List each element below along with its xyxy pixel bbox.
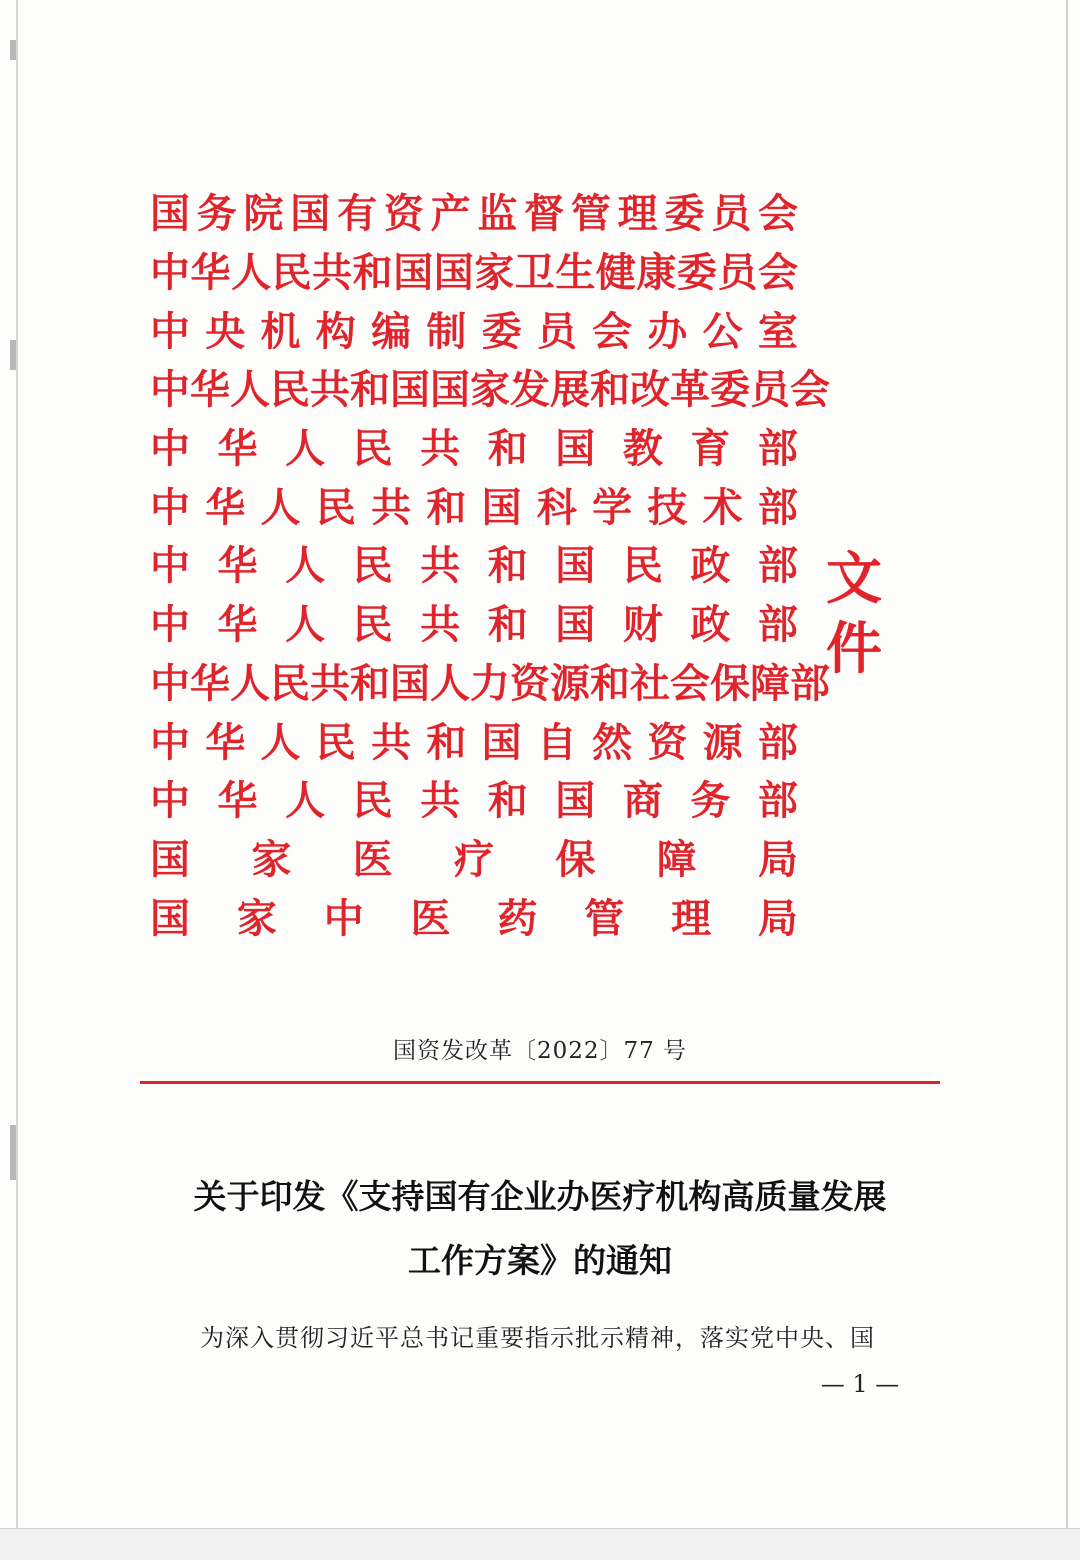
issuer-line xyxy=(150,361,830,420)
issuer-char: 和 xyxy=(350,366,390,414)
issuer-char: 产 xyxy=(430,190,471,238)
issuer-char: 人 xyxy=(260,718,301,766)
scan-mark xyxy=(10,1125,16,1180)
document-label: 文件 xyxy=(826,547,884,682)
issuer-char: 国 xyxy=(150,835,190,883)
issuer-char: 华 xyxy=(205,483,246,531)
issuer-char: 委 xyxy=(481,307,522,355)
issuer-char: 家 xyxy=(474,249,515,297)
issuer-char: 人 xyxy=(230,366,270,414)
issuer-char: 和 xyxy=(487,601,528,649)
issuer-char: 中 xyxy=(150,366,190,414)
issuer-char: 和 xyxy=(426,483,467,531)
issuer-char: 民 xyxy=(315,483,356,531)
issuer-char: 员 xyxy=(536,307,577,355)
issuer-char: 疗 xyxy=(453,835,494,883)
title-line-2: 工作方案》的通知 xyxy=(408,1241,672,1280)
scan-left-edge xyxy=(16,0,18,1530)
issuer-char: 国 xyxy=(555,777,596,825)
issuer-char: 中 xyxy=(150,718,190,766)
issuer-char: 中 xyxy=(150,307,190,355)
issuer-char: 然 xyxy=(592,718,633,766)
issuer-line xyxy=(150,420,798,479)
issuer-char: 局 xyxy=(757,835,798,883)
issuer-char: 障 xyxy=(656,835,697,883)
issuer-char: 务 xyxy=(196,190,237,238)
issuer-char: 和 xyxy=(487,777,528,825)
issuer-char: 生 xyxy=(555,249,596,297)
issuer-char: 院 xyxy=(243,190,284,238)
issuer-char: 会 xyxy=(757,190,798,238)
issuer-char: 健 xyxy=(595,249,636,297)
issuer-char: 政 xyxy=(690,542,731,590)
issuer-char: 华 xyxy=(190,249,231,297)
issuer-char: 局 xyxy=(757,894,798,942)
issuer-line xyxy=(150,889,798,948)
issuer-char: 人 xyxy=(285,542,326,590)
issuer-char: 药 xyxy=(497,894,538,942)
issuer-char: 学 xyxy=(592,483,633,531)
issuer-char: 国 xyxy=(150,894,190,942)
issuer-char: 共 xyxy=(312,249,353,297)
issuer-char: 保 xyxy=(710,659,750,707)
issuer-char: 力 xyxy=(470,659,510,707)
issuer-char: 民 xyxy=(352,777,393,825)
issuer-char: 资 xyxy=(510,659,550,707)
issuer-char: 医 xyxy=(352,835,393,883)
issuer-char: 员 xyxy=(717,249,758,297)
scan-right-edge xyxy=(1066,0,1068,1530)
issuer-char: 国 xyxy=(150,190,190,238)
issuer-char: 华 xyxy=(217,777,258,825)
issuer-char: 央 xyxy=(205,307,246,355)
issuer-char: 中 xyxy=(150,542,190,590)
issuer-char: 共 xyxy=(371,483,412,531)
issuer-char: 部 xyxy=(790,659,830,707)
issuer-char: 共 xyxy=(420,542,461,590)
issuer-char: 部 xyxy=(757,542,798,590)
issuer-char: 室 xyxy=(757,307,798,355)
issuer-char: 国 xyxy=(555,425,596,473)
issuer-char: 康 xyxy=(636,249,677,297)
issuer-char: 中 xyxy=(150,425,190,473)
issuer-char: 共 xyxy=(420,777,461,825)
scan-bottom-edge xyxy=(0,1528,1080,1560)
issuer-char: 政 xyxy=(690,601,731,649)
issuer-char: 民 xyxy=(271,249,312,297)
issuer-char: 共 xyxy=(310,366,350,414)
issuer-char: 中 xyxy=(323,894,364,942)
document-number: 国资发改革〔2022〕77 号 xyxy=(392,1038,688,1064)
issuer-char: 部 xyxy=(757,718,798,766)
issuer-char: 中 xyxy=(150,249,190,297)
issuer-char: 制 xyxy=(426,307,467,355)
issuer-char: 人 xyxy=(260,483,301,531)
issuer-list xyxy=(150,185,830,948)
issuer-char: 障 xyxy=(750,659,790,707)
issuer-char: 国 xyxy=(481,483,522,531)
issuer-char: 财 xyxy=(622,601,663,649)
issuer-char: 中 xyxy=(150,777,190,825)
issuer-char: 育 xyxy=(690,425,731,473)
issuer-char: 源 xyxy=(702,718,743,766)
issuer-char: 督 xyxy=(524,190,565,238)
scan-mark xyxy=(10,40,16,60)
body-text: 为深入贯彻习近平总书记重要指示批示精神，落实党中央、国 xyxy=(200,1324,875,1352)
issuer-char: 和 xyxy=(426,718,467,766)
issuer-char: 医 xyxy=(410,894,451,942)
issuer-char: 资 xyxy=(383,190,424,238)
issuer-line xyxy=(150,655,830,714)
issuer-line xyxy=(150,302,798,361)
issuer-char: 发 xyxy=(510,366,550,414)
issuer-char: 国 xyxy=(555,601,596,649)
title-line-1: 关于印发《支持国有企业办医疗机构高质量发展 xyxy=(193,1177,887,1216)
issuer-char: 民 xyxy=(270,659,310,707)
issuer-char: 共 xyxy=(420,425,461,473)
issuer-char: 自 xyxy=(536,718,577,766)
issuer-line xyxy=(150,185,798,244)
issuer-line xyxy=(150,244,798,303)
issuer-char: 国 xyxy=(481,718,522,766)
issuer-char: 和 xyxy=(590,659,630,707)
issuer-char: 会 xyxy=(790,366,830,414)
issuer-char: 革 xyxy=(670,366,710,414)
issuer-char: 人 xyxy=(231,249,272,297)
issuer-char: 科 xyxy=(536,483,577,531)
issuer-char: 中 xyxy=(150,659,190,707)
issuer-char: 和 xyxy=(352,249,393,297)
issuer-char: 华 xyxy=(217,542,258,590)
issuer-char: 国 xyxy=(290,190,331,238)
issuer-char: 国 xyxy=(433,249,474,297)
issuer-char: 机 xyxy=(260,307,301,355)
issuer-char: 管 xyxy=(570,190,611,238)
issuer-char: 资 xyxy=(647,718,688,766)
issuer-char: 办 xyxy=(647,307,688,355)
issuer-char: 国 xyxy=(390,659,430,707)
issuer-line xyxy=(150,713,798,772)
page-number: — 1 — xyxy=(820,1370,900,1398)
issuer-char: 民 xyxy=(270,366,310,414)
issuer-char: 和 xyxy=(590,366,630,414)
issuer-char: 委 xyxy=(664,190,705,238)
issuer-char: 和 xyxy=(487,542,528,590)
issuer-char: 会 xyxy=(670,659,710,707)
issuer-char: 共 xyxy=(310,659,350,707)
issuer-char: 社 xyxy=(630,659,670,707)
issuer-char: 中 xyxy=(150,601,190,649)
issuer-char: 民 xyxy=(622,542,663,590)
issuer-char: 家 xyxy=(251,835,292,883)
issuer-char: 编 xyxy=(371,307,412,355)
red-divider xyxy=(140,1081,940,1084)
issuer-char: 华 xyxy=(190,659,230,707)
issuer-char: 家 xyxy=(236,894,277,942)
issuer-char: 人 xyxy=(430,659,470,707)
issuer-char: 部 xyxy=(757,777,798,825)
issuer-char: 会 xyxy=(757,249,798,297)
issuer-char: 和 xyxy=(350,659,390,707)
issuer-char: 技 xyxy=(647,483,688,531)
issuer-char: 理 xyxy=(617,190,658,238)
issuer-char: 家 xyxy=(470,366,510,414)
issuer-char: 人 xyxy=(285,425,326,473)
issuer-char: 商 xyxy=(622,777,663,825)
issuer-char: 和 xyxy=(487,425,528,473)
issuer-char: 中 xyxy=(150,483,190,531)
issuer-line xyxy=(150,831,798,890)
issuer-char: 卫 xyxy=(514,249,555,297)
issuer-char: 国 xyxy=(430,366,470,414)
issuer-char: 国 xyxy=(390,366,430,414)
issuer-line xyxy=(150,596,798,655)
issuer-line xyxy=(150,772,798,831)
issuer-char: 管 xyxy=(584,894,625,942)
issuer-line xyxy=(150,478,798,537)
issuer-char: 部 xyxy=(757,601,798,649)
issuer-char: 华 xyxy=(217,425,258,473)
issuer-char: 民 xyxy=(352,542,393,590)
issuer-char: 会 xyxy=(592,307,633,355)
issuer-char: 展 xyxy=(550,366,590,414)
issuer-line xyxy=(150,537,798,596)
issuer-char: 教 xyxy=(622,425,663,473)
issuer-char: 民 xyxy=(352,425,393,473)
document-title xyxy=(120,1165,960,1293)
issuer-char: 务 xyxy=(690,777,731,825)
issuer-char: 国 xyxy=(393,249,434,297)
issuer-char: 员 xyxy=(711,190,752,238)
issuer-char: 华 xyxy=(190,366,230,414)
issuer-char: 部 xyxy=(757,483,798,531)
issuer-char: 委 xyxy=(710,366,750,414)
issuer-char: 部 xyxy=(757,425,798,473)
issuer-char: 改 xyxy=(630,366,670,414)
issuer-char: 民 xyxy=(315,718,356,766)
issuer-char: 共 xyxy=(420,601,461,649)
issuer-char: 公 xyxy=(702,307,743,355)
scan-mark xyxy=(10,340,16,370)
issuer-char: 共 xyxy=(371,718,412,766)
issuer-char: 民 xyxy=(352,601,393,649)
issuer-char: 国 xyxy=(555,542,596,590)
issuer-char: 委 xyxy=(676,249,717,297)
issuer-char: 保 xyxy=(555,835,596,883)
issuer-char: 员 xyxy=(750,366,790,414)
issuer-char: 理 xyxy=(671,894,712,942)
issuer-char: 人 xyxy=(230,659,270,707)
issuer-char: 人 xyxy=(285,777,326,825)
issuer-char: 华 xyxy=(205,718,246,766)
issuer-char: 监 xyxy=(477,190,518,238)
issuer-char: 华 xyxy=(217,601,258,649)
issuer-char: 构 xyxy=(315,307,356,355)
issuer-char: 术 xyxy=(702,483,743,531)
issuer-char: 源 xyxy=(550,659,590,707)
issuer-char: 有 xyxy=(337,190,378,238)
issuer-char: 人 xyxy=(285,601,326,649)
